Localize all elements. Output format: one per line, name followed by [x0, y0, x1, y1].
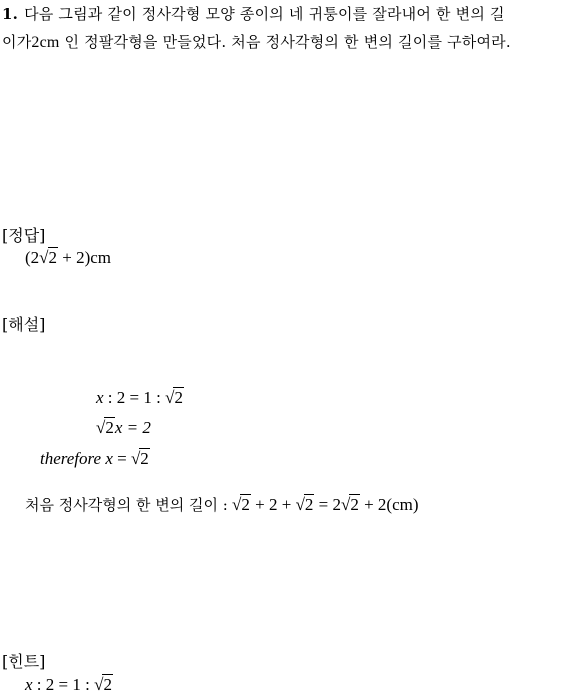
problem-line-1 — [2, 4, 505, 24]
answer-close: + 2)cm — [62, 248, 112, 267]
eq3-radicand: 2 — [140, 449, 149, 468]
question-number: 1. — [2, 5, 19, 23]
problem-text-1: 다음 그림과 같이 정사각형 모양 종이의 네 귀퉁이를 잘라내어 한 변의 길 — [24, 5, 505, 23]
problem-line-2 — [2, 32, 511, 54]
final-radicand-1: 2 — [241, 495, 250, 514]
explanation-label: [해설] — [2, 315, 46, 334]
explanation-eq-2 — [96, 417, 151, 439]
hint-label: [힌트] — [2, 652, 46, 671]
problem-text-2b: 인 정팔각형을 만들었다. 처음 정사각형의 한 변의 길이를 구하여라. — [64, 33, 511, 51]
hint-expression — [25, 674, 113, 696]
answer-expression — [25, 247, 111, 269]
eq2-sqrt: √2 — [96, 418, 114, 437]
answer-open: (2 — [25, 248, 40, 267]
eq1-sqrt: √2 — [165, 388, 183, 407]
problem-unit: 2cm — [31, 34, 60, 51]
final-mid: + 2 + — [255, 495, 292, 514]
eq1-var: x — [96, 388, 104, 407]
final-sqrt-3: √2 — [341, 495, 359, 514]
eq3-var: x — [105, 449, 113, 468]
final-text: 처음 정사각형의 한 변의 길이 : — [25, 496, 228, 514]
hint-mid: : 2 = 1 : — [36, 675, 90, 694]
problem-text-2a: 이가 — [2, 33, 32, 51]
answer-radicand: 2 — [48, 248, 58, 267]
explanation-eq-1 — [96, 387, 184, 409]
eq3-eq: = — [117, 449, 127, 468]
hint-var: x — [25, 675, 33, 694]
final-sqrt-2: √2 — [295, 495, 314, 514]
explanation-final — [25, 494, 419, 516]
eq3-word: therefore — [40, 449, 102, 468]
eq3-sqrt: √2 — [130, 449, 149, 468]
hint-radicand: 2 — [103, 675, 112, 694]
final-radicand-3: 2 — [350, 495, 359, 514]
eq1-mid: : 2 = 1 : — [107, 388, 161, 407]
hint-sqrt: √2 — [94, 675, 112, 694]
eq2-radicand: 2 — [105, 418, 114, 437]
answer-sqrt: √2 — [39, 248, 58, 267]
final-end: + 2(cm) — [364, 495, 419, 514]
eq2-rest: x = 2 — [114, 418, 151, 437]
answer-label: [정답] — [2, 226, 46, 245]
final-eq: = 2 — [318, 495, 341, 514]
final-radicand-2: 2 — [304, 495, 314, 514]
explanation-eq-3 — [40, 448, 150, 470]
eq1-radicand: 2 — [174, 388, 183, 407]
final-sqrt-1: √2 — [232, 495, 250, 514]
